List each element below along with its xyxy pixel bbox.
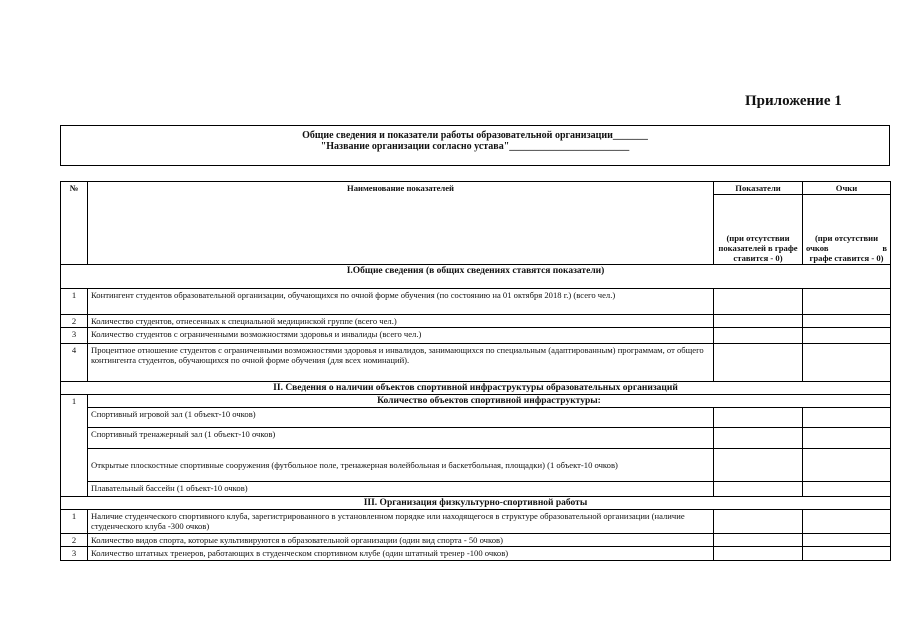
row-text: Плавательный бассейн (1 объект-10 очков): [88, 482, 714, 497]
points-cell[interactable]: [803, 449, 891, 482]
organization-header: [60, 125, 890, 166]
table-row: [61, 315, 891, 328]
section-1-title: I.Общие сведения (в общих сведениях ставятся показатели): [61, 265, 891, 289]
row-number: 1: [61, 395, 88, 497]
row-text: Количество видов спорта, которые культивируются в образовательной организации (один вид спорта - 50 очков): [88, 534, 714, 547]
section-3-row: [61, 497, 891, 510]
section-2-subheader-row: [61, 395, 891, 408]
col-number-header: №: [61, 182, 88, 265]
header-line-2: "Название организации согласно устава"________________________: [320, 141, 630, 152]
row-text: Контингент студентов образовательной организации, обучающихся по очной форме обучения (по состоянию на 01 октября 2018 г.) (всего чел.): [88, 289, 714, 315]
row-number: 3: [61, 547, 88, 561]
col-indicators-note: (при отсутствии показателей в графе ставится - 0): [714, 195, 803, 265]
row-number: 3: [61, 328, 88, 344]
points-note-line-3: графе ставится - 0): [809, 253, 884, 263]
points-cell[interactable]: [803, 534, 891, 547]
indicator-cell[interactable]: [714, 408, 803, 428]
section-2-subheader: Количество объектов спортивной инфраструктуры:: [88, 395, 891, 408]
col-name-header: Наименование показателей: [88, 182, 714, 265]
table-row: [61, 344, 891, 382]
points-note-line-1: (при отсутствии: [814, 233, 879, 243]
row-text: Количество студентов, отнесенных к специальной медицинской группе (всего чел.): [88, 315, 714, 328]
points-cell[interactable]: [803, 547, 891, 561]
points-cell[interactable]: [803, 428, 891, 449]
row-text: Количество штатных тренеров, работающих в студенческом спортивном клубе (один штатный тренер -100 очков): [88, 547, 714, 561]
row-number: 2: [61, 315, 88, 328]
row-text: Количество студентов с ограниченными возможностями здоровья и инвалиды (всего чел.): [88, 328, 714, 344]
section-3-title: III. Организация физкультурно-спортивной работы: [61, 497, 891, 510]
table-row: [61, 428, 891, 449]
table-row: [61, 289, 891, 315]
table-row: [61, 408, 891, 428]
indicator-cell[interactable]: [714, 547, 803, 561]
section-2-title: II. Сведения о наличии объектов спортивной инфраструктуры образовательных организаций: [61, 382, 891, 395]
indicators-table: [60, 181, 891, 561]
row-number: 2: [61, 534, 88, 547]
points-note-line-2: очков в: [806, 243, 887, 253]
indicator-cell[interactable]: [714, 315, 803, 328]
section-1-row: [61, 265, 891, 289]
points-cell[interactable]: [803, 315, 891, 328]
points-cell[interactable]: [803, 328, 891, 344]
table-header-row-1: [61, 182, 891, 195]
points-cell[interactable]: [803, 408, 891, 428]
table-row: [61, 534, 891, 547]
points-cell[interactable]: [803, 289, 891, 315]
row-text: Спортивный тренажерный зал (1 объект-10 очков): [88, 428, 714, 449]
col-points-note: [803, 195, 891, 265]
row-text: Открытые плоскостные спортивные сооружения (футбольное поле, тренажерная волейбольная и баскетбольная, площадки) (1 объект-10 очков): [88, 449, 714, 482]
appendix-title: Приложение 1: [745, 93, 842, 109]
row-text: Наличие студенческого спортивного клуба, зарегистрированного в установленном порядке или находящегося в структуре образовательной организации (наличие студенческого клуба -300 очков): [88, 510, 714, 534]
indicator-cell[interactable]: [714, 449, 803, 482]
col-points-header: Очки: [803, 182, 891, 195]
col-indicators-header: Показатели: [714, 182, 803, 195]
indicator-cell[interactable]: [714, 328, 803, 344]
indicator-cell[interactable]: [714, 482, 803, 497]
table-row: [61, 328, 891, 344]
row-number: 1: [61, 510, 88, 534]
header-line-1: Общие сведения и показатели работы образовательной организации_______: [302, 130, 648, 141]
row-text: Процентное отношение студентов с ограниченными возможностями здоровья и инвалидов, занимающихся по специальным (адаптированным) программам, от общего контингента студентов, обучающихся по очной форме обучения (для всех номинаций).: [88, 344, 714, 382]
row-number: 1: [61, 289, 88, 315]
points-cell[interactable]: [803, 344, 891, 382]
points-cell[interactable]: [803, 482, 891, 497]
row-number: 4: [61, 344, 88, 382]
table-row: [61, 449, 891, 482]
table-row: [61, 547, 891, 561]
indicator-cell[interactable]: [714, 289, 803, 315]
indicator-cell[interactable]: [714, 534, 803, 547]
table-row: [61, 510, 891, 534]
indicator-cell[interactable]: [714, 428, 803, 449]
points-cell[interactable]: [803, 510, 891, 534]
table-row: [61, 482, 891, 497]
indicator-cell[interactable]: [714, 344, 803, 382]
section-2-row: [61, 382, 891, 395]
row-text: Спортивный игровой зал (1 объект-10 очков): [88, 408, 714, 428]
indicator-cell[interactable]: [714, 510, 803, 534]
